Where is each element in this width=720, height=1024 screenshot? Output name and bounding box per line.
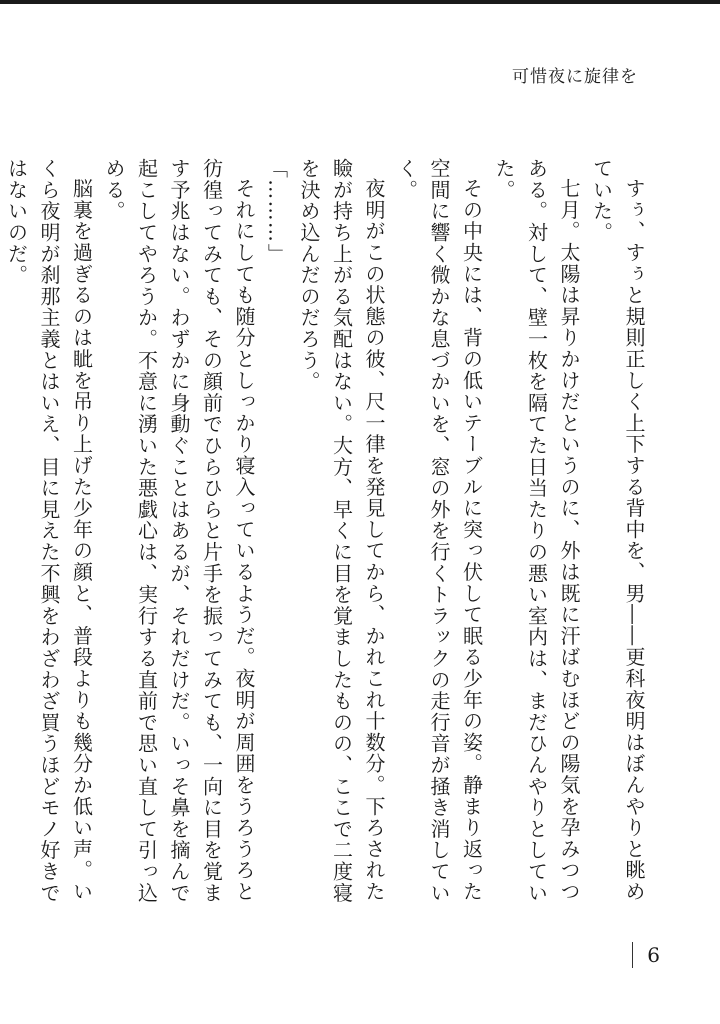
folio-divider (632, 942, 633, 968)
vertical-text-body (4, 158, 650, 918)
paragraph-3: その中央には、背の低いテーブルに突っ伏して眠る少年の姿。静まり返った空間に響く微かな息づかいを、窓の外を行くトラックの走行音が掻き消していく。 (394, 158, 484, 904)
page-number: 6 (647, 943, 660, 967)
page-footer (632, 942, 660, 968)
paragraph-4: 夜明がこの状態の彼、尺一律を発見してから、かれこれ十数分。下ろされた瞼が持ち上がる気配はない。大方、早くに目を覚ましたものの、ここで二度寝を決め込んだのだろう。 (297, 158, 386, 904)
top-border-rule (0, 0, 720, 4)
paragraph-2: 七月。太陽は昇りかけだというのに、外は既に汗ばむほどの陽気を孕みつつある。対して、壁一枚を隔てた日当たりの悪い室内は、まだひんやりとしていた。 (492, 158, 581, 904)
paragraph-5-dialogue: 「………」 (264, 158, 289, 265)
running-head-title: 可惜夜に旋律を (512, 67, 638, 87)
paragraph-6: それにしても随分としっかり寝入っているようだ。夜明が周囲をうろうろと彷徨ってみても、その顔前でひらひらと片手を振ってみても、一向に目を覚ます予兆はない。わずかに身動ぐことはあるが、それだけだ。いっそ鼻を摘んで起こしてやろうか。不意に湧いた悪戯心は、実行する直前で思い直して引っ込める。 (102, 158, 256, 904)
paragraph-7: 脳裏を過ぎるのは眦を吊り上げた少年の顔と、普段よりも幾分か低い声。いくら夜明が刹那主義とはいえ、目に見えた不興をわざわざ買うほどモノ好きではないのだ。 (4, 158, 94, 904)
paragraph-1: すぅ、すぅと規則正しく上下する背中を、男――更科夜明はぼんやりと眺めていた。 (589, 158, 646, 903)
